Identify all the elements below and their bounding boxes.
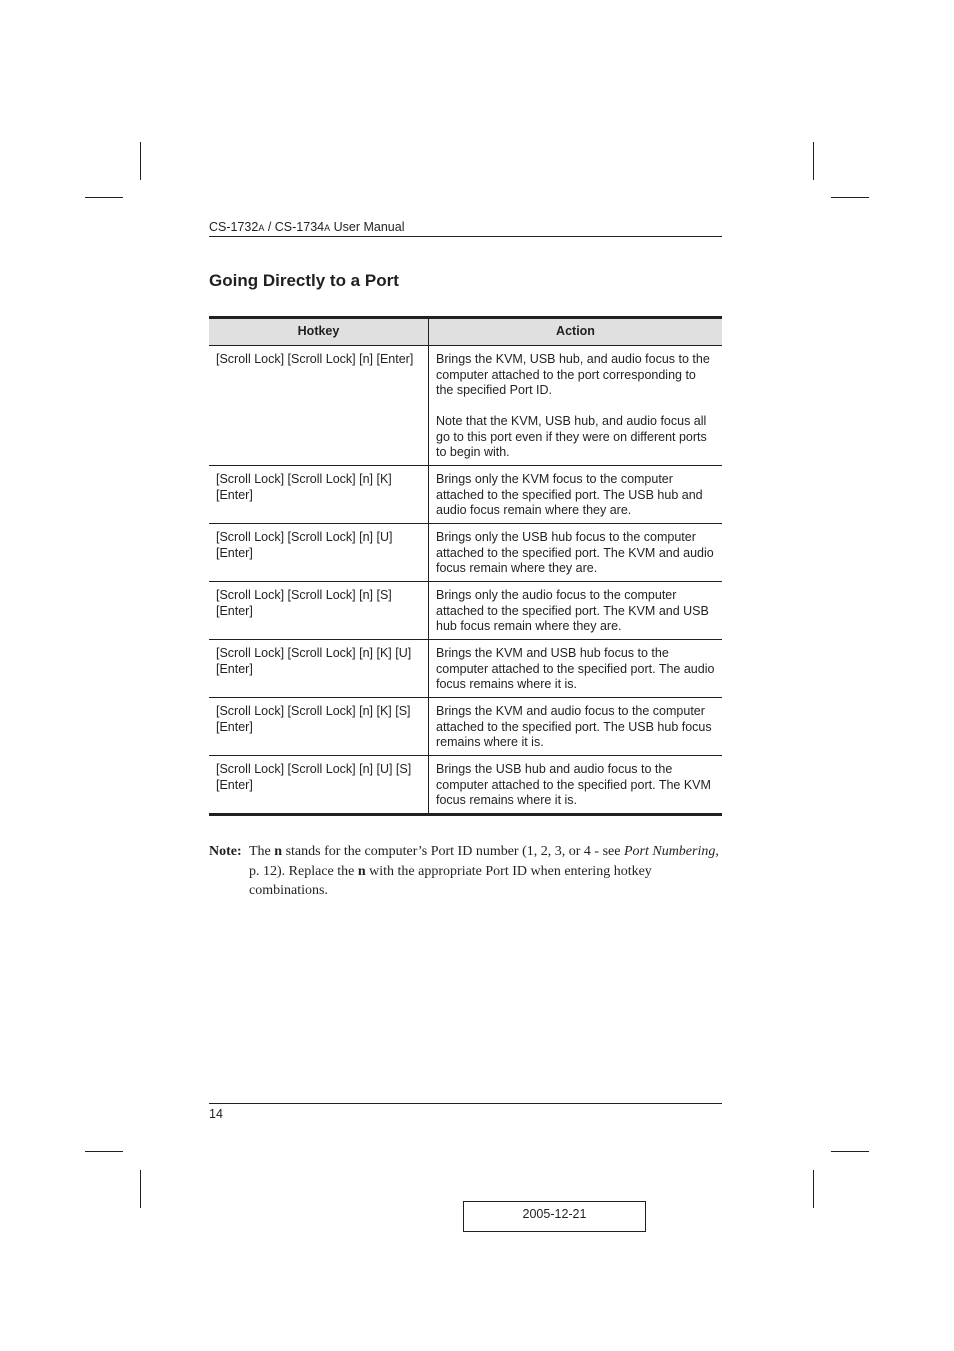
crop-mark [831, 197, 869, 198]
note-text: with the appropriate Port ID when entering hotkey combinations. [249, 863, 652, 898]
crop-mark [140, 1170, 141, 1208]
note-text: The [249, 844, 275, 859]
table-row [209, 524, 722, 582]
date-stamp: 2005-12-21 [463, 1201, 646, 1232]
crop-mark [813, 1170, 814, 1208]
hotkey-cell: [Scroll Lock] [Scroll Lock] [n] [K] [Enter] [209, 466, 429, 524]
action-cell: Brings only the KVM focus to the computer attached to the specified port. The USB hub and audio focus remain where they are. [429, 466, 723, 524]
table-row [209, 640, 722, 698]
hotkey-cell: [Scroll Lock] [Scroll Lock] [n] [S] [Enter] [209, 582, 429, 640]
header-model-1-suffix: A [258, 223, 265, 233]
note-n: n [357, 863, 366, 879]
action-cell: Brings the KVM and audio focus to the computer attached to the specified port. The USB hub focus remains where it is. [429, 698, 723, 756]
header-model-1: CS-1732 [209, 220, 259, 234]
note-block [209, 842, 722, 901]
action-cell: Brings the KVM and USB hub focus to the computer attached to the specified port. The audio focus remains where it is. [429, 640, 723, 698]
column-header-action: Action [429, 318, 723, 346]
action-text: Brings the KVM, USB hub, and audio focus to the computer attached to the port corresponding to the specified Port ID. [436, 352, 710, 397]
crop-mark [831, 1151, 869, 1152]
table-header-row [209, 318, 722, 346]
header-model-2-suffix: A [324, 223, 331, 233]
table-row [209, 466, 722, 524]
note-label: Note: [209, 844, 242, 859]
table-row [209, 582, 722, 640]
note-n: n [274, 844, 283, 859]
hotkey-cell: [Scroll Lock] [Scroll Lock] [n] [Enter] [209, 346, 429, 466]
hotkey-cell: [Scroll Lock] [Scroll Lock] [n] [U] [S] [Enter] [209, 756, 429, 815]
note-reference: Port Numbering [623, 844, 716, 859]
section-title: Going Directly to a Port [209, 271, 399, 290]
note-body [249, 842, 722, 901]
header-separator: / [264, 220, 275, 234]
action-cell [429, 346, 723, 466]
note-text: stands for the computer’s Port ID number (1, 2, 3, or 4 - see [282, 844, 624, 859]
page-number: 14 [209, 1107, 223, 1121]
table-row [209, 346, 722, 466]
action-cell: Brings only the audio focus to the computer attached to the specified port. The KVM and USB hub focus remain where they are. [429, 582, 723, 640]
action-cell: Brings only the USB hub focus to the computer attached to the specified port. The KVM and audio focus remain where they are. [429, 524, 723, 582]
header-model-2: CS-1734 [274, 220, 325, 234]
header-manual-label: User Manual [330, 220, 405, 234]
table-row [209, 698, 722, 756]
action-cell: Brings the USB hub and audio focus to the computer attached to the specified port. The KVM focus remains where it is. [429, 756, 723, 815]
hotkey-cell: [Scroll Lock] [Scroll Lock] [n] [K] [U] [Enter] [209, 640, 429, 698]
action-note-text: Note that the KVM, USB hub, and audio focus all go to this port even if they were on different ports to begin with. [436, 414, 707, 459]
hotkey-table [209, 316, 722, 816]
crop-mark [140, 142, 141, 180]
crop-mark [85, 197, 123, 198]
note-text: , p. 12). Replace the [249, 844, 719, 879]
hotkey-cell: [Scroll Lock] [Scroll Lock] [n] [U] [Enter] [209, 524, 429, 582]
hotkey-cell: [Scroll Lock] [Scroll Lock] [n] [K] [S] [Enter] [209, 698, 429, 756]
running-header [209, 220, 722, 237]
column-header-hotkey: Hotkey [209, 318, 429, 346]
footer-rule [209, 1103, 722, 1104]
crop-mark [85, 1151, 123, 1152]
crop-mark [813, 142, 814, 180]
table-row [209, 756, 722, 815]
